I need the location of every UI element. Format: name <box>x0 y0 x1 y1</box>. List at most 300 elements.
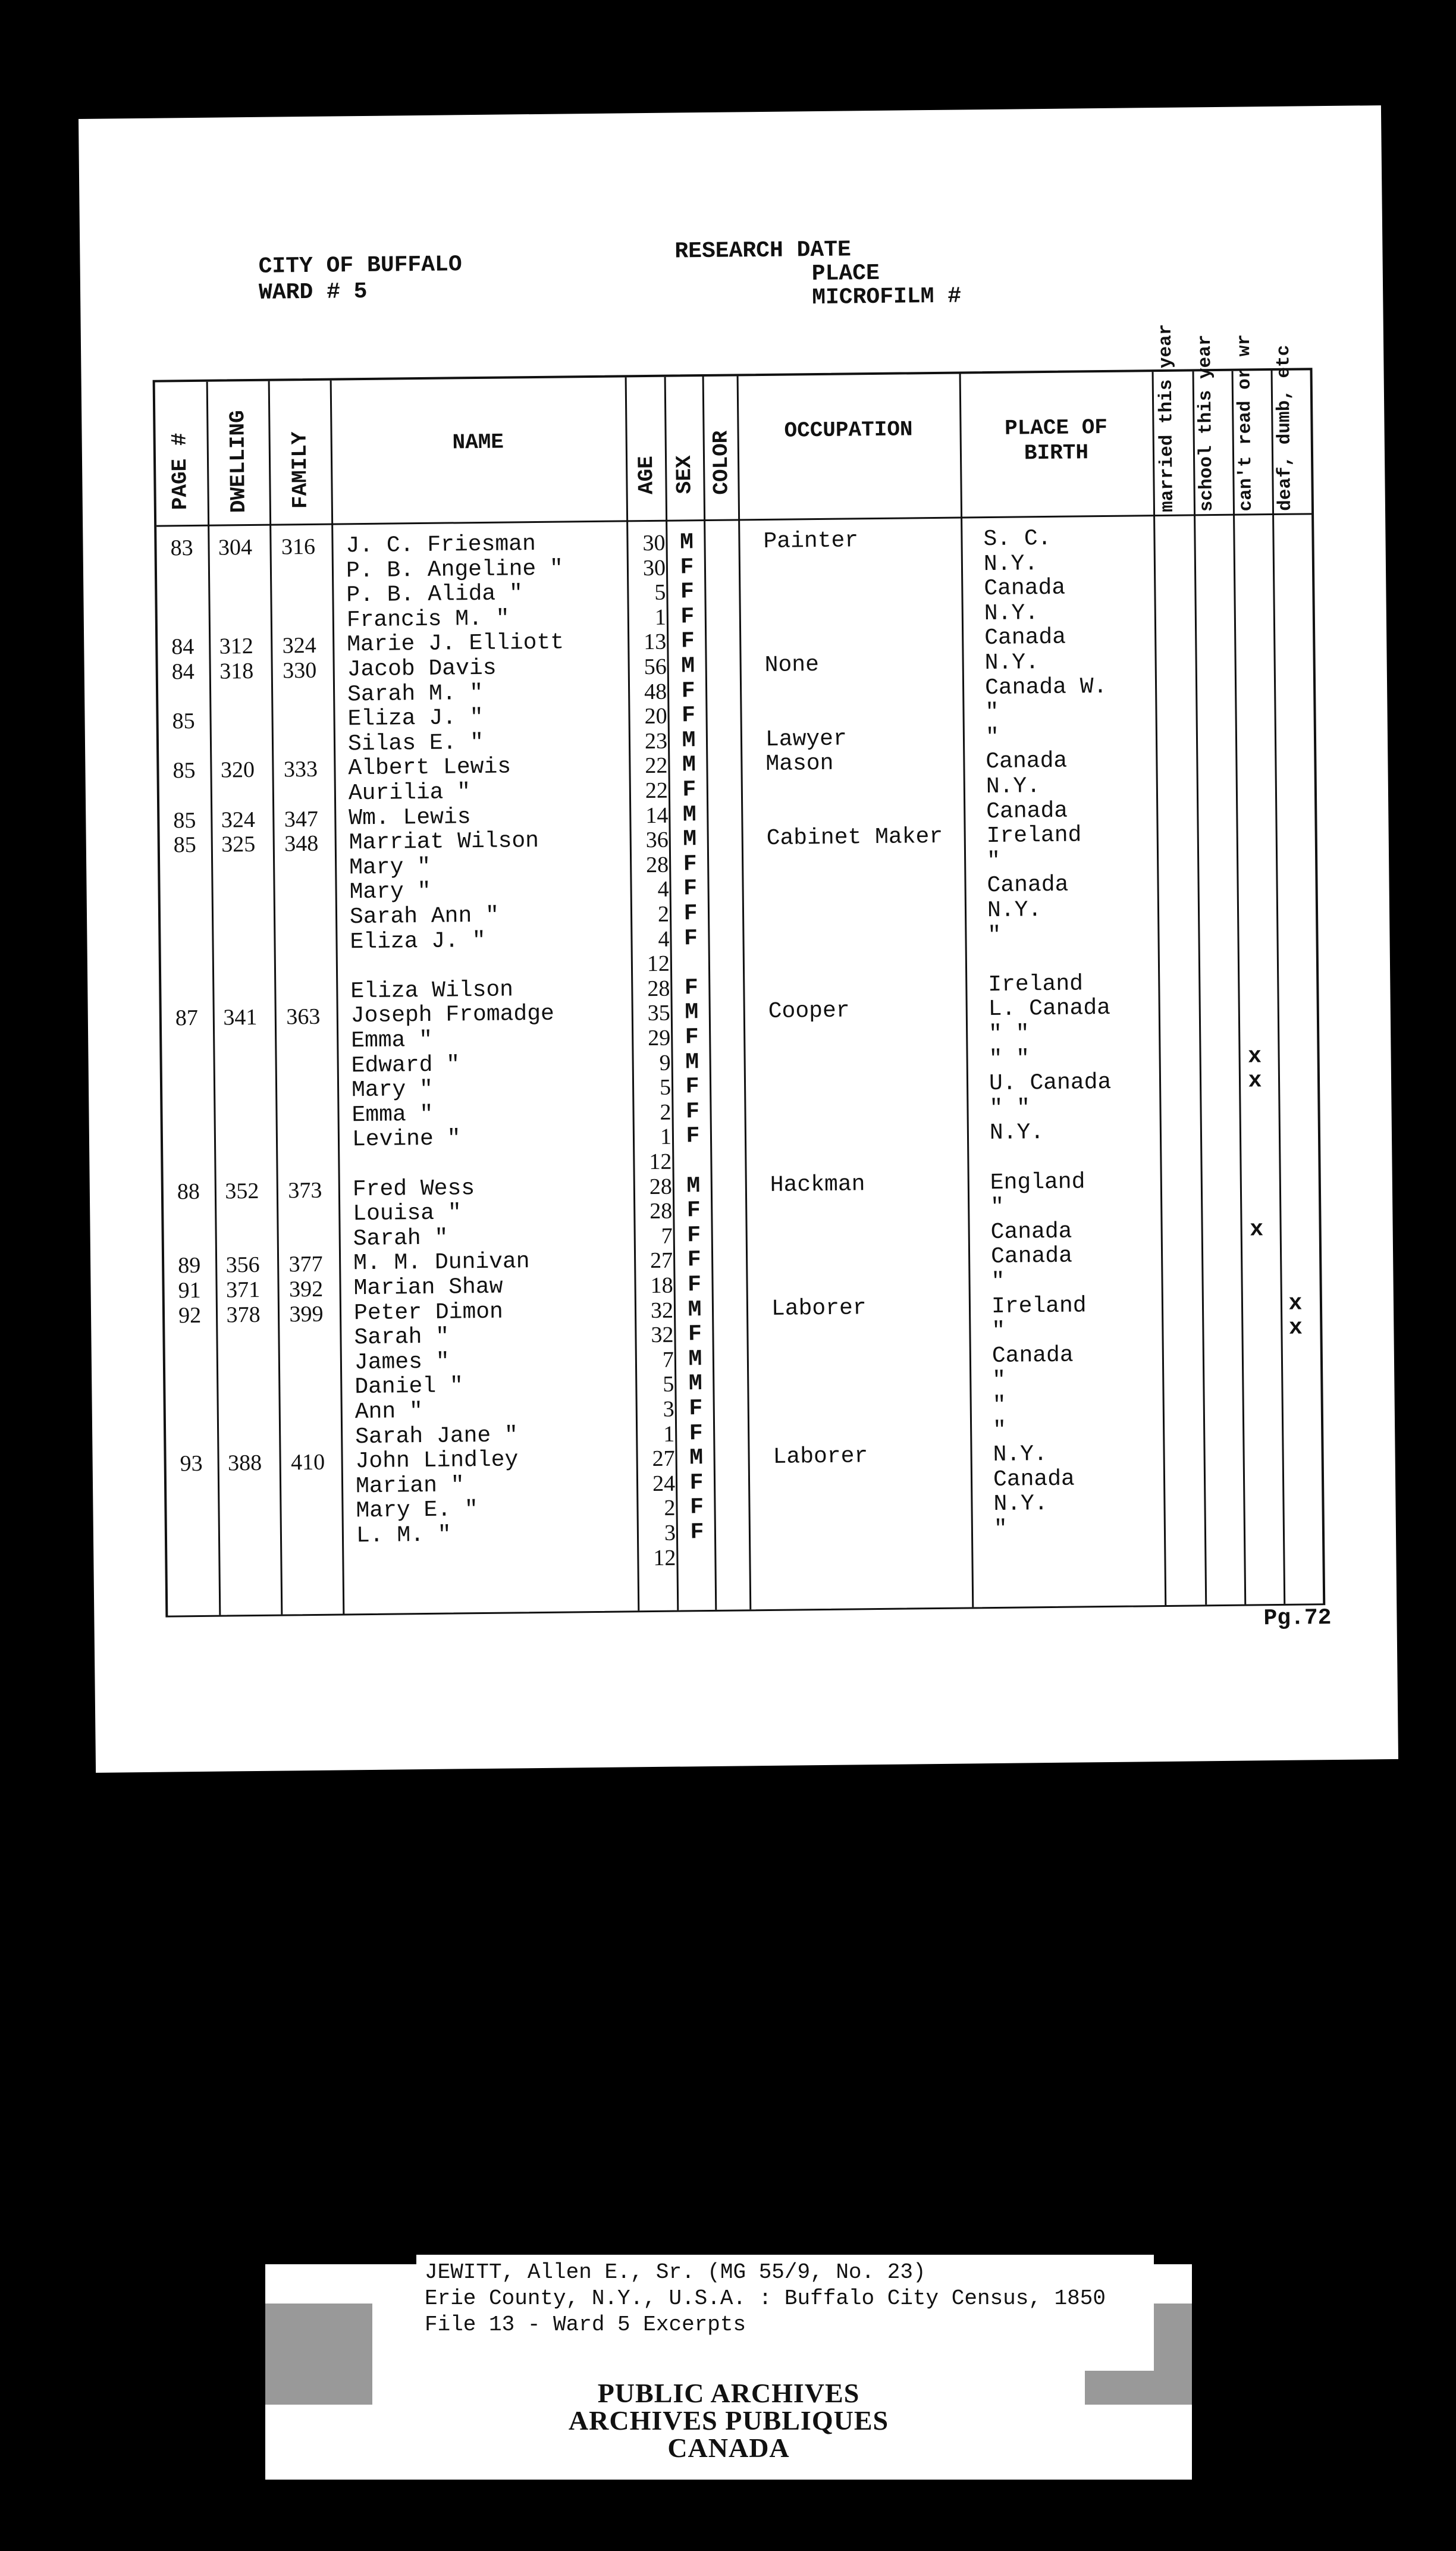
person-birthplace: Canada <box>986 798 1068 825</box>
page-number <box>164 931 207 932</box>
dwelling-number <box>205 609 267 610</box>
person-name: Sarah M. " <box>347 680 484 707</box>
school-mark <box>1244 1415 1273 1416</box>
cannot-read-mark <box>1277 969 1307 970</box>
person-birthplace: " <box>992 1368 1006 1394</box>
family-number: 392 <box>288 1276 324 1302</box>
family-number <box>275 1326 337 1327</box>
family-number <box>276 1350 338 1351</box>
school-mark <box>1242 1316 1272 1317</box>
person-birthplace: Canada <box>991 1342 1074 1369</box>
archive-stamp <box>265 2380 1192 2462</box>
dwelling-number: 388 <box>227 1450 262 1476</box>
school-mark <box>1238 846 1267 847</box>
dwelling-number <box>209 955 271 956</box>
cannot-read-mark <box>1274 672 1304 673</box>
school-mark <box>1235 598 1265 599</box>
person-name: Albert Lewis <box>348 754 512 782</box>
person-age: 22 <box>645 778 669 804</box>
person-age: 14 <box>645 803 669 828</box>
page-number <box>167 1129 209 1130</box>
cannot-read-mark <box>1273 573 1303 574</box>
person-age: 28 <box>649 1198 673 1224</box>
person-age: 29 <box>648 1025 671 1051</box>
dwelling-number <box>208 930 270 931</box>
cannot-read-mark <box>1282 1464 1312 1465</box>
person-name: Mary " <box>349 879 431 905</box>
school-mark <box>1237 722 1266 723</box>
person-age: 13 <box>644 629 667 655</box>
person-name: P. B. Alida " <box>346 581 523 609</box>
person-birthplace: " <box>986 848 1001 874</box>
cannot-read-mark <box>1275 771 1305 772</box>
cannot-read-mark <box>1278 1068 1308 1069</box>
person-sex: F <box>682 777 696 803</box>
person-birthplace: U. Canada <box>989 1070 1112 1097</box>
page-number <box>165 1030 208 1031</box>
person-birthplace: Canada <box>984 625 1066 651</box>
page-number <box>170 1426 212 1427</box>
person-age: 7 <box>661 1223 673 1249</box>
page-number <box>167 1154 209 1155</box>
person-sex: F <box>684 974 698 1001</box>
cannot-read-mark <box>1278 994 1307 995</box>
person-sex: F <box>683 876 698 902</box>
family-number: 348 <box>284 831 319 857</box>
dwelling-number: 312 <box>219 634 254 659</box>
dwelling-number: 356 <box>225 1252 260 1278</box>
cannot-read-mark <box>1275 821 1305 822</box>
archive-stamp-line-1: PUBLIC ARCHIVES <box>597 2378 860 2408</box>
page-number <box>165 981 208 982</box>
census-table <box>153 324 1326 1617</box>
dwelling-number <box>213 1376 275 1377</box>
family-number <box>271 855 332 856</box>
person-sex: F <box>680 554 694 581</box>
page-number: 87 <box>175 1005 199 1031</box>
cannot-read-mark <box>1275 796 1305 797</box>
family-number: 410 <box>290 1449 325 1475</box>
person-occupation: Cabinet Maker <box>766 824 943 852</box>
dwelling-number: 325 <box>221 832 256 857</box>
cannot-read-mark <box>1276 845 1306 846</box>
family-number <box>268 608 330 609</box>
cannot-read-mark <box>1276 870 1306 871</box>
person-birthplace: Canada W. <box>984 673 1107 701</box>
person-name: Francis M. " <box>346 606 510 634</box>
person-name: Marriat Wilson <box>349 828 539 856</box>
person-age: 1 <box>660 1124 672 1150</box>
person-occupation: Mason <box>765 751 834 778</box>
dwelling-number <box>209 1054 271 1055</box>
person-name: Sarah " <box>353 1225 448 1252</box>
person-name: Daniel " <box>354 1373 464 1400</box>
family-number <box>274 1202 336 1203</box>
cannot-read-mark <box>1281 1340 1311 1341</box>
person-age: 27 <box>652 1446 675 1472</box>
person-name: Fred Wess <box>352 1175 475 1202</box>
person-age: 18 <box>650 1273 673 1299</box>
cannot-read-mark <box>1279 1167 1309 1168</box>
family-number: 333 <box>283 757 318 782</box>
person-age: 28 <box>645 852 669 878</box>
col-occupation: OCCUPATION <box>784 417 913 443</box>
family-number <box>272 979 334 980</box>
archive-stamp-line-2: ARCHIVES PUBLIQUES <box>568 2405 889 2436</box>
person-sex: M <box>685 999 699 1026</box>
person-sex: M <box>686 1173 701 1199</box>
family-number: 330 <box>283 657 317 684</box>
person-age: 3 <box>664 1520 676 1546</box>
person-age: 1 <box>654 604 667 630</box>
person-name: P. B. Angeline " <box>346 556 564 584</box>
page-number <box>163 783 206 784</box>
person-sex: F <box>687 1272 702 1298</box>
person-sex: M <box>689 1445 704 1471</box>
person-birthplace: Canada <box>986 748 1068 775</box>
family-number <box>278 1524 340 1525</box>
dwelling-number: 318 <box>219 658 254 684</box>
person-birthplace: Canada <box>990 1243 1073 1270</box>
person-age: 5 <box>654 579 666 606</box>
city-label: CITY OF BUFFALO <box>258 252 462 280</box>
school-mark <box>1236 697 1266 698</box>
school-mark <box>1243 1390 1273 1391</box>
dwelling-number <box>205 584 266 585</box>
school-mark <box>1235 573 1264 574</box>
person-name: Mary " <box>349 854 431 881</box>
person-name: Emma " <box>352 1101 434 1129</box>
page-number <box>169 1352 212 1353</box>
family-number <box>271 880 332 881</box>
school-mark <box>1238 895 1268 896</box>
person-age: 3 <box>663 1396 674 1422</box>
person-name: Joseph Fromadge <box>350 1001 555 1029</box>
cannot-read-mark <box>1278 1043 1307 1044</box>
person-birthplace: " <box>990 1194 1005 1221</box>
person-sex: M <box>688 1296 702 1322</box>
person-birthplace: N.Y. <box>984 650 1040 676</box>
person-age: 27 <box>649 1248 673 1274</box>
person-age: 2 <box>660 1099 671 1125</box>
page-label: Pg.72 <box>1263 1605 1332 1632</box>
person-birthplace: " " <box>989 1095 1031 1121</box>
person-sex: M <box>682 727 696 754</box>
person-occupation: Cooper <box>768 998 850 1025</box>
dwelling-number <box>215 1549 277 1550</box>
person-occupation: Hackman <box>770 1171 865 1198</box>
person-age: 30 <box>642 555 666 581</box>
person-birthplace: " <box>991 1268 1005 1295</box>
person-name: J. C. Friesman <box>346 531 536 559</box>
person-birthplace: N.Y. <box>989 1120 1044 1146</box>
place-label: PLACE <box>811 260 880 287</box>
family-number <box>272 1029 334 1030</box>
person-name: Sarah Ann " <box>349 902 500 930</box>
dwelling-number <box>214 1425 275 1426</box>
person-name: Edward " <box>351 1051 460 1079</box>
family-number <box>277 1474 339 1475</box>
page-number: 91 <box>178 1277 201 1303</box>
person-name: M. M. Dunivan <box>353 1249 530 1277</box>
person-age: 2 <box>657 901 670 927</box>
person-name: Marian " <box>355 1472 465 1500</box>
person-age: 2 <box>664 1496 676 1521</box>
person-sex: F <box>681 703 696 729</box>
person-sex: F <box>688 1321 702 1347</box>
person-name: Eliza Wilson <box>350 977 514 1005</box>
person-name: Emma " <box>351 1027 433 1054</box>
person-age: 36 <box>645 827 669 853</box>
cannot-read-mark <box>1281 1365 1311 1366</box>
person-age: 12 <box>647 951 670 977</box>
archive-reference-label <box>416 2255 1154 2371</box>
page-number <box>170 1476 213 1477</box>
col-dwelling: DWELLING <box>225 410 251 513</box>
dwelling-number <box>212 1227 274 1228</box>
person-birthplace: Canada <box>987 872 1069 899</box>
school-mark <box>1243 1341 1273 1342</box>
page-number: 83 <box>170 535 193 561</box>
cannot-read-mark <box>1274 697 1304 698</box>
person-sex: F <box>683 901 698 927</box>
cannot-read-mark <box>1280 1266 1310 1267</box>
cannot-read-mark: x <box>1288 1315 1303 1341</box>
family-number: 347 <box>284 806 319 832</box>
microfilm-label: MICROFILM # <box>811 283 962 311</box>
person-sex: M <box>685 1049 699 1075</box>
person-birthplace: " <box>985 700 999 726</box>
person-occupation: Laborer <box>771 1295 867 1322</box>
person-sex: M <box>682 752 696 778</box>
header-divider <box>156 513 1311 527</box>
person-occupation: None <box>764 652 820 678</box>
page-number <box>164 857 206 858</box>
person-sex: M <box>683 826 697 853</box>
page-number <box>171 1525 214 1526</box>
school-mark: x <box>1248 1068 1262 1094</box>
family-number <box>269 682 331 683</box>
person-age: 28 <box>647 976 670 1001</box>
family-number: 373 <box>288 1177 322 1204</box>
person-birthplace: N.Y. <box>993 1441 1048 1468</box>
person-name: Louisa " <box>353 1200 462 1227</box>
school-mark <box>1243 1365 1273 1366</box>
col-birth-2: BIRTH <box>1024 440 1089 466</box>
dwelling-number: 304 <box>218 534 253 560</box>
school-mark <box>1238 920 1268 921</box>
person-birthplace: " <box>987 922 1002 948</box>
reference-line-1: JEWITT, Allen E., Sr. (MG 55/9, No. 23) <box>425 2260 926 2284</box>
person-occupation: Lawyer <box>765 726 848 753</box>
person-sex: F <box>685 1074 699 1100</box>
family-number: 399 <box>289 1301 324 1327</box>
person-birthplace: Canada <box>984 575 1066 602</box>
person-occupation: Laborer <box>773 1443 868 1471</box>
page-number: 85 <box>172 758 196 784</box>
person-name: Peter Dimon <box>353 1299 504 1326</box>
person-age: 24 <box>652 1471 676 1496</box>
person-age: 5 <box>663 1372 674 1397</box>
person-birthplace: Ireland <box>986 822 1082 850</box>
person-sex: F <box>681 678 695 704</box>
col-deaf: deaf, dumb, etc <box>1273 344 1297 511</box>
school-mark <box>1237 821 1267 822</box>
dwelling-number: 341 <box>223 1005 258 1030</box>
person-age: 4 <box>658 926 670 952</box>
family-number: 363 <box>286 1004 321 1030</box>
school-mark <box>1237 747 1266 748</box>
person-age: 12 <box>649 1149 672 1175</box>
census-sheet <box>79 105 1398 1773</box>
school-mark <box>1235 549 1264 550</box>
dwelling-number: 371 <box>225 1277 261 1303</box>
person-birthplace: " " <box>989 1045 1030 1072</box>
dwelling-number: 324 <box>221 807 256 833</box>
person-age: 20 <box>644 703 667 729</box>
reference-line-2: Erie County, N.Y., U.S.A. : Buffalo City Census, 1850 <box>425 2286 1106 2311</box>
dwelling-number <box>208 906 270 907</box>
person-name: Wm. Lewis <box>349 804 471 831</box>
person-sex: M <box>682 801 696 828</box>
person-name: Sarah Jane " <box>354 1422 519 1450</box>
person-age: 35 <box>647 1001 671 1026</box>
person-birthplace: " <box>985 724 1000 750</box>
dwelling-number <box>206 733 268 734</box>
person-age: 5 <box>659 1074 671 1101</box>
person-age: 12 <box>653 1545 676 1571</box>
dwelling-number <box>207 782 269 783</box>
school-mark <box>1245 1539 1275 1540</box>
family-number <box>276 1375 338 1376</box>
person-name: Marian Shaw <box>353 1274 503 1302</box>
page-number <box>165 956 208 957</box>
dwelling-number <box>206 683 268 684</box>
person-birthplace: " " <box>988 1021 1030 1048</box>
person-age: 1 <box>663 1421 675 1447</box>
family-number <box>274 1153 335 1154</box>
person-age: 4 <box>657 877 669 902</box>
person-name: Aurilia " <box>348 779 471 807</box>
person-sex: F <box>685 1098 700 1125</box>
person-sex <box>682 1545 712 1546</box>
person-sex: F <box>680 628 695 654</box>
family-number: 324 <box>282 633 317 659</box>
dwelling-number <box>211 1203 273 1204</box>
page-number: 84 <box>171 634 194 660</box>
cannot-read-mark <box>1283 1513 1313 1514</box>
person-birthplace: England <box>990 1168 1085 1196</box>
page-number <box>168 1327 211 1328</box>
school-mark: x <box>1247 1043 1262 1070</box>
page-number: 84 <box>171 659 194 685</box>
col-birth-1: PLACE OF <box>1004 415 1108 441</box>
person-birthplace: " <box>991 1318 1006 1345</box>
person-birthplace: Canada <box>993 1466 1075 1493</box>
family-number <box>277 1499 339 1500</box>
person-birthplace: Ireland <box>991 1292 1087 1320</box>
person-age: 28 <box>649 1174 673 1199</box>
school-mark <box>1240 1019 1269 1020</box>
person-birthplace: L. Canada <box>988 995 1111 1023</box>
person-sex: F <box>685 1024 699 1051</box>
col-sex: SEX <box>671 455 697 494</box>
person-sex: M <box>679 529 694 556</box>
person-birthplace: Ireland <box>988 971 1084 998</box>
family-number <box>269 707 331 708</box>
person-sex: M <box>688 1371 702 1397</box>
col-name: NAME <box>452 430 504 455</box>
page-number: 92 <box>178 1302 202 1328</box>
person-name: L. M. " <box>356 1522 451 1549</box>
person-sex: F <box>687 1247 701 1273</box>
cannot-read-mark <box>1282 1489 1312 1490</box>
person-occupation: Painter <box>763 528 859 554</box>
person-age: 9 <box>659 1050 671 1076</box>
col-school: school this year <box>1194 334 1218 512</box>
person-sex: F <box>680 579 695 605</box>
person-name: Sarah " <box>354 1324 450 1351</box>
cannot-read-mark <box>1283 1538 1313 1539</box>
person-age: 32 <box>650 1298 674 1323</box>
person-sex: M <box>688 1346 702 1372</box>
research-date-label: RESEARCH DATE <box>674 237 852 265</box>
page-number <box>170 1500 213 1501</box>
person-age: 56 <box>644 654 667 680</box>
person-sex: F <box>689 1420 703 1446</box>
person-sex: F <box>680 604 695 630</box>
archive-stamp-line-3: CANADA <box>667 2433 790 2463</box>
col-color: COLOR <box>708 430 734 495</box>
person-name: Marie J. Elliott <box>347 629 564 658</box>
school-mark <box>1245 1514 1275 1515</box>
dwelling-number: 378 <box>226 1302 261 1328</box>
person-sex: F <box>687 1222 701 1249</box>
person-name: Silas E. " <box>347 729 484 757</box>
person-birthplace: " <box>992 1392 1006 1419</box>
person-birthplace: N.Y. <box>983 550 1038 577</box>
person-sex: F <box>689 1396 703 1422</box>
dwelling-number <box>214 1401 275 1402</box>
col-family: FAMILY <box>287 431 313 509</box>
person-name: Eliza J. " <box>347 705 484 732</box>
person-sex: M <box>681 653 695 679</box>
person-age: 22 <box>645 753 668 779</box>
person-age: 48 <box>644 679 667 704</box>
person-age: 23 <box>644 728 668 754</box>
person-birthplace: N.Y. <box>987 897 1042 924</box>
person-sex: F <box>683 925 698 952</box>
family-number: 316 <box>281 534 316 560</box>
school-mark <box>1244 1489 1274 1490</box>
reference-line-3: File 13 - Ward 5 Excerpts <box>425 2312 746 2337</box>
person-birthplace: Canada <box>990 1218 1072 1245</box>
person-name: Mary " <box>351 1077 434 1104</box>
school-mark <box>1240 1093 1270 1094</box>
school-mark <box>1241 1192 1271 1193</box>
dwelling-number <box>206 708 268 709</box>
col-age: AGE <box>633 456 659 495</box>
col-married: married this year <box>1155 324 1179 513</box>
cannot-read-mark: x <box>1288 1290 1303 1317</box>
page-number: 85 <box>173 832 197 858</box>
person-name: Levine " <box>352 1126 461 1153</box>
school-mark <box>1238 871 1267 872</box>
cannot-read-mark <box>1278 1018 1307 1019</box>
person-name: John Lindley <box>355 1447 519 1475</box>
school-mark <box>1234 524 1264 525</box>
cannot-read-mark <box>1273 647 1303 648</box>
